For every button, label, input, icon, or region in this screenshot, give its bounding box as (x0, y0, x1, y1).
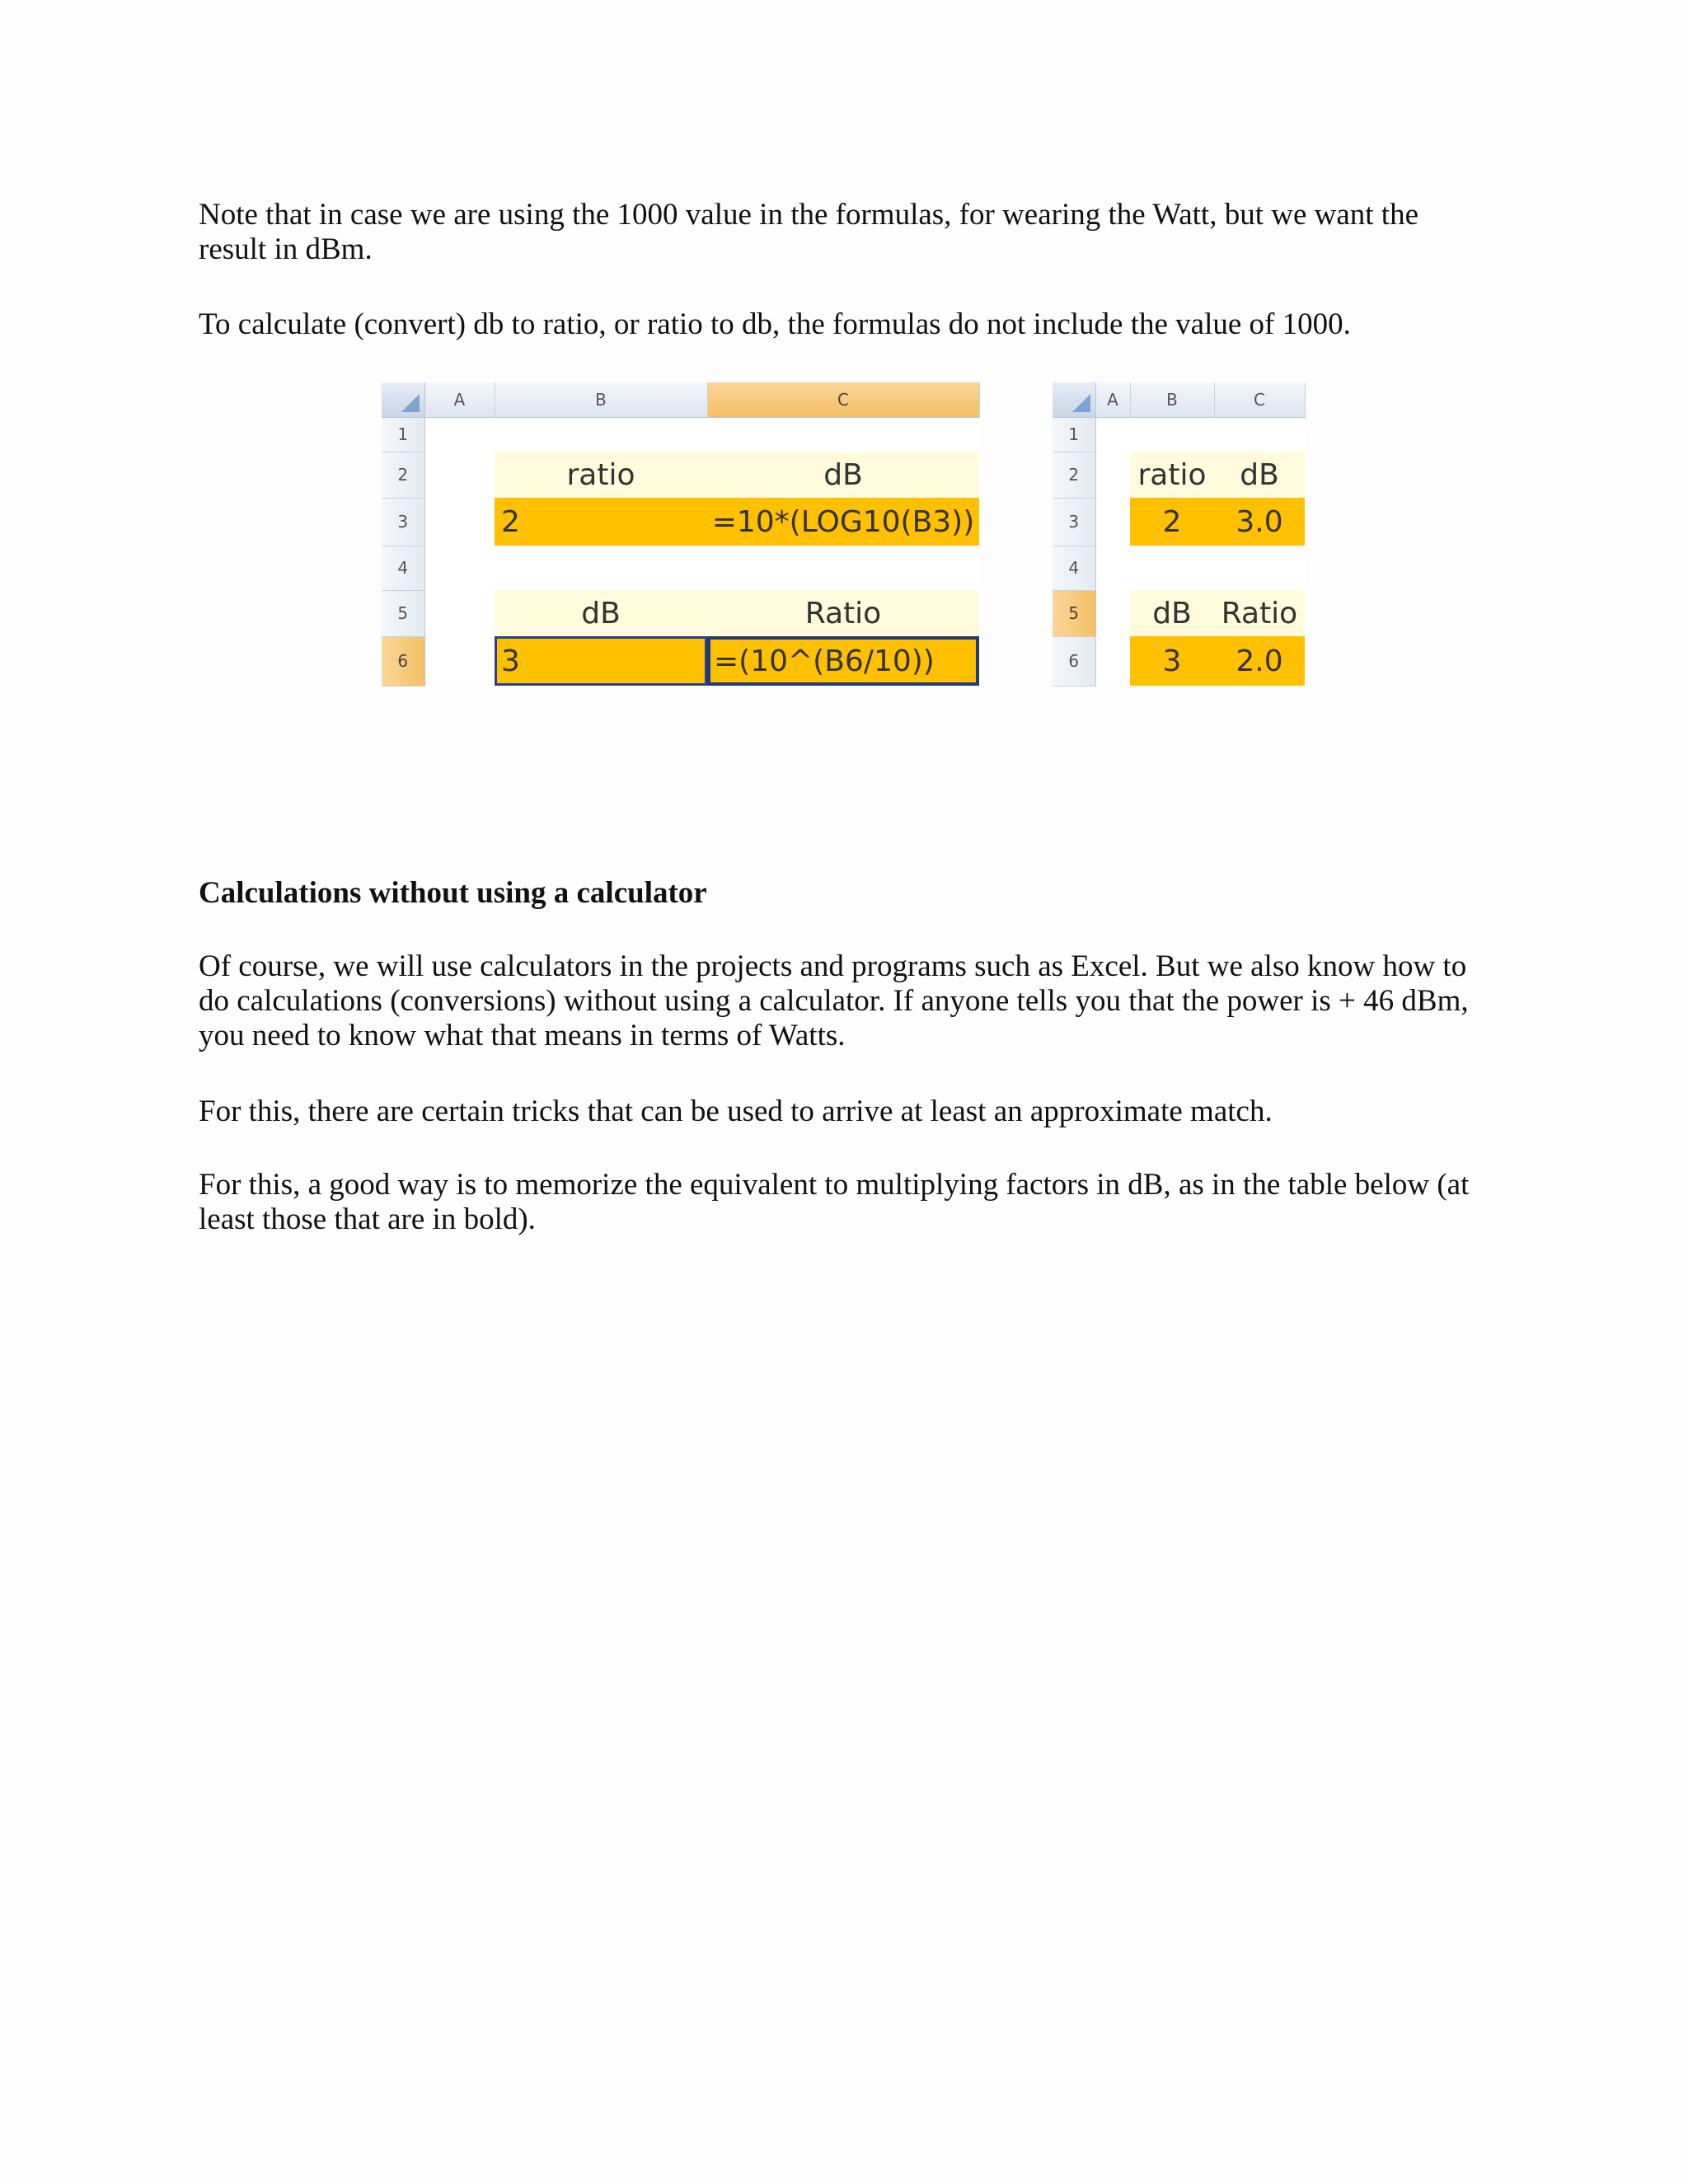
row-header-5[interactable]: 5 (382, 590, 424, 636)
column-header-a[interactable]: A (1095, 382, 1130, 417)
column-header-c[interactable]: C (707, 382, 979, 417)
cell-a5[interactable] (424, 590, 495, 636)
cell-a3[interactable] (1095, 498, 1130, 546)
cell-a2[interactable] (424, 452, 495, 498)
row-header-1[interactable]: 1 (382, 417, 424, 452)
cell-c5[interactable]: Ratio (1214, 590, 1305, 636)
cell-b2[interactable]: ratio (1130, 452, 1214, 498)
row-4-empty[interactable] (424, 546, 979, 590)
cell-a3[interactable] (424, 498, 495, 546)
column-header-b[interactable]: B (495, 382, 707, 417)
select-all-icon (1072, 394, 1090, 412)
spreadsheet-formulas (382, 382, 980, 687)
cell-a6[interactable] (1095, 636, 1130, 686)
row-header-6[interactable]: 6 (382, 636, 424, 686)
cell-b5[interactable]: dB (1130, 590, 1214, 636)
paragraph-memorize: For this, a good way is to memorize the equivalent to multiplying factors in dB, as in the table below (at least those that are in bold). (199, 1168, 1470, 1236)
cell-c3[interactable]: =10*(LOG10(B3)) (707, 498, 979, 546)
cell-a6[interactable] (424, 636, 495, 686)
column-header-a[interactable]: A (424, 382, 495, 417)
select-all-corner[interactable] (1053, 382, 1095, 417)
paragraph-ratio-note: To calculate (convert) db to ratio, or ratio to db, the formulas do not include the value of 1000. (199, 307, 1351, 341)
cell-c2[interactable]: dB (707, 452, 979, 498)
row-header-1[interactable]: 1 (1053, 417, 1095, 452)
row-header-3[interactable]: 3 (382, 498, 424, 546)
cell-b3[interactable]: 2 (1130, 498, 1214, 546)
select-all-icon (401, 394, 420, 412)
cell-c2[interactable]: dB (1214, 452, 1305, 498)
spreadsheet-values (1053, 382, 1306, 687)
select-all-corner[interactable] (382, 382, 424, 417)
row-header-2[interactable]: 2 (382, 452, 424, 498)
cell-b6[interactable]: 3 (1130, 636, 1214, 686)
row-header-3[interactable]: 3 (1053, 498, 1095, 546)
row-header-6[interactable]: 6 (1053, 636, 1095, 686)
cell-b2[interactable]: ratio (495, 452, 707, 498)
paragraph-calculators: Of course, we will use calculators in the projects and programs such as Excel. But we also know how to do calculations (conversions) without using a calculator. If anyone tells you that the power is + 46 dBm, you need to know what that means in terms of Watts. (199, 949, 1469, 1052)
column-header-c[interactable]: C (1214, 382, 1305, 417)
cell-a2[interactable] (1095, 452, 1130, 498)
row-header-2[interactable]: 2 (1053, 452, 1095, 498)
cell-b3[interactable]: 2 (495, 498, 707, 546)
row-1-empty[interactable] (1095, 417, 1305, 452)
cell-b6[interactable]: 3 (495, 636, 707, 686)
cell-b5[interactable]: dB (495, 590, 707, 636)
paragraph-dbm-note: Note that in case we are using the 1000 value in the formulas, for wearing the Watt, but we want the result in dBm. (199, 198, 1418, 266)
row-1-empty[interactable] (424, 417, 979, 452)
section-heading: Calculations without using a calculator (199, 876, 707, 910)
row-4-empty[interactable] (1095, 546, 1305, 590)
cell-c6-active[interactable]: =(10^(B6/10)) (707, 636, 979, 686)
paragraph-tricks: For this, there are certain tricks that can be used to arrive at least an approximate match. (199, 1094, 1273, 1128)
row-header-5[interactable]: 5 (1053, 590, 1095, 636)
cell-a5[interactable] (1095, 590, 1130, 636)
cell-c5[interactable]: Ratio (707, 590, 979, 636)
column-header-b[interactable]: B (1130, 382, 1214, 417)
row-header-4[interactable]: 4 (382, 546, 424, 590)
row-header-4[interactable]: 4 (1053, 546, 1095, 590)
cell-c6[interactable]: 2.0 (1214, 636, 1305, 686)
cell-c3[interactable]: 3.0 (1214, 498, 1305, 546)
